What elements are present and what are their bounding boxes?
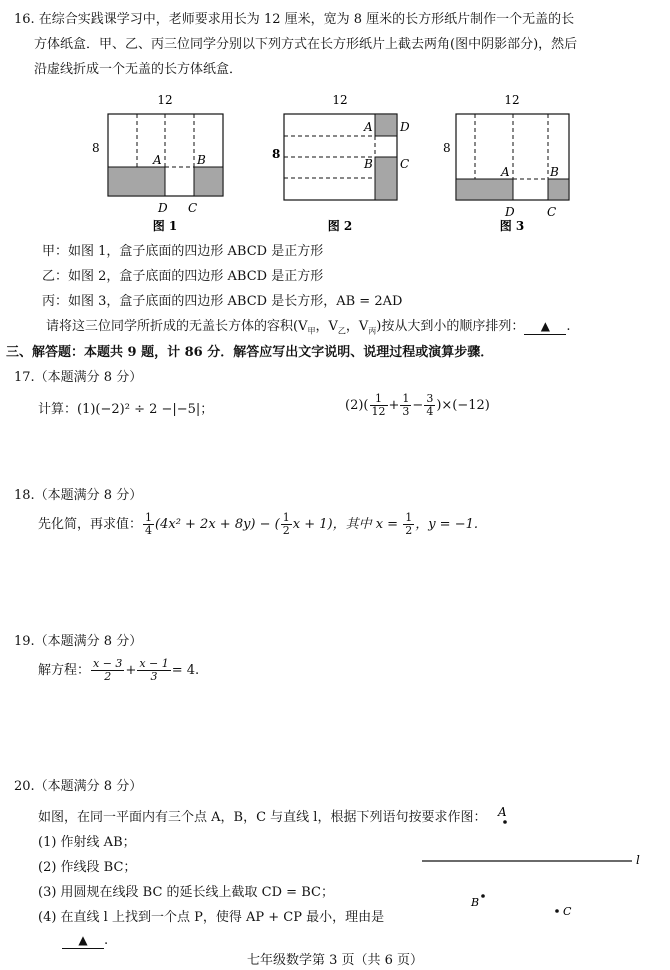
q16-ask: [46, 315, 570, 337]
fig1-point-D: D: [158, 201, 168, 215]
q20-step4: (4) 在直线 l 上找到一个点 P，使得 AP + CP 最小，理由是: [38, 910, 385, 925]
page-footer: 七年级数学第 3 页（共 6 页）: [246, 953, 424, 968]
q20-step2: (2) 作线段 BC；: [38, 860, 137, 875]
q20-end: .: [104, 933, 109, 948]
section3-heading: 三、解答题：本题共 9 题，计 86 分．解答应写出文字说明、说理过程或演算步骤．: [6, 345, 494, 360]
q20-answer: [62, 933, 108, 949]
figure-2: [272, 93, 410, 233]
q16-answer-mark: ▲: [540, 319, 550, 333]
q17-title: 17.（本题满分 8 分）: [14, 370, 143, 385]
fig3-point-B: B: [550, 165, 559, 179]
fig1-point-A: A: [153, 153, 162, 167]
q16-line3: 沿虚线折成一个无盖的长方体纸盒．: [34, 62, 243, 77]
q16-end: .: [566, 319, 571, 334]
q20-figure: [410, 800, 660, 930]
q16-sub-bing: 丙: [368, 326, 377, 336]
q19-frac1: $\frac{x - 3}{2}$: [93, 657, 123, 683]
figure-1: [92, 93, 223, 233]
q18-mid2: x + 1)，其中 x =: [292, 517, 403, 532]
q19-frac2: $\frac{x - 1}{3}$: [139, 657, 169, 683]
q16-ask-pre: 请将这三位同学所折成的无盖长方体的容积(V: [46, 319, 308, 334]
q18-title: 18.（本题满分 8 分）: [14, 488, 143, 503]
fig1-point-C: C: [188, 201, 198, 215]
figure-3: [443, 93, 569, 233]
fig3-height-label: 8: [443, 141, 451, 155]
q16-line2: 方体纸盒．甲、乙、丙三位同学分别以下列方式在长方形纸片上截去两角(图中阴影部分)，然后: [34, 37, 578, 52]
fig1-point-B: B: [197, 153, 206, 167]
fig3-point-D: D: [505, 205, 515, 219]
q19-body: 解方程： $\frac{x - 3}{2}$ + $\frac{x - 1}{3}$ = 4.: [38, 657, 200, 683]
q18-pre: 先化简，再求值：: [38, 517, 143, 532]
fig2-point-D: D: [400, 120, 410, 134]
q19-pre: 解方程：: [38, 663, 91, 678]
q19-title: 19.（本题满分 8 分）: [14, 634, 143, 649]
fig2-point-C: C: [400, 157, 410, 171]
fig3-point-A: A: [501, 165, 510, 179]
q17-p2-pre: (2)(: [345, 398, 369, 413]
q18-body: [38, 512, 478, 537]
q16-jia: 甲：如图 1，盒子底面的四边形 ABCD 是正方形: [42, 244, 324, 259]
q20-step1: (1) 作射线 AB；: [38, 835, 136, 850]
q16-answer-blank[interactable]: [524, 319, 566, 335]
fig3-point-C: C: [547, 205, 557, 219]
q17-frac2: $\frac{1}{3}$: [402, 392, 410, 418]
fig1-height-label: 8: [92, 141, 100, 155]
q20-point-A: A: [498, 805, 507, 819]
q18-frac2: $\frac{1}{2}$: [282, 511, 290, 537]
q16-bing: 丙：如图 3，盒子底面的四边形 ABCD 是长方形，AB = 2AD: [42, 294, 403, 309]
q16-line1: 16. 在综合实践课学习中，老师要求用长为 12 厘米，宽为 8 厘米的长方形纸片制作一个无盖的长: [14, 12, 575, 27]
q20-point-C: C: [563, 905, 572, 918]
q20-answer-blank[interactable]: [62, 933, 104, 949]
q16-ask-post: )按从大到小的顺序排列：: [376, 319, 525, 334]
fig2-height-label: 8: [272, 147, 281, 161]
fig2-point-B: B: [364, 157, 373, 171]
fig3-caption: 图 3: [499, 219, 525, 233]
q16-sep1: ，V: [315, 319, 338, 334]
q18-frac3: $\frac{1}{2}$: [405, 511, 413, 537]
q16-sub-jia: 甲: [307, 326, 316, 336]
q20-answer-mark: ▲: [78, 933, 88, 947]
fig1-caption: 图 1: [152, 219, 178, 233]
q18-mid1: (4x² + 2x + 8y) − (: [155, 517, 280, 532]
q17-frac1: $\frac{1}{12}$: [371, 392, 386, 418]
q20-intro: 如图，在同一平面内有三个点 A，B，C 与直线 l，根据下列语句按要求作图：: [38, 810, 487, 825]
fig2-caption: 图 2: [327, 219, 353, 233]
fig3-width-label: 12: [504, 93, 520, 107]
q18-post: ，y = −1.: [415, 517, 478, 532]
q17-part2: (2)( $\frac{1}{12}$ + $\frac{1}{3}$ − $\frac{3}{4}$ )×(−12): [345, 392, 490, 418]
q20-title: 20.（本题满分 8 分）: [14, 779, 143, 794]
q17-p2-post: )×(−12): [436, 398, 490, 413]
q20-line-l-label: l: [636, 853, 640, 867]
fig1-width-label: 12: [157, 93, 173, 107]
q17-frac3: $\frac{3}{4}$: [426, 392, 434, 418]
q19-post: = 4.: [171, 663, 200, 678]
fig2-width-label: 12: [332, 93, 348, 107]
q16-sep2: ，V: [345, 319, 369, 334]
q18-frac1: $\frac{1}{4}$: [145, 511, 153, 537]
q20-step3: (3) 用圆规在线段 BC 的延长线上截取 CD = BC；: [38, 885, 334, 900]
q17-part1: 计算：(1)(−2)² ÷ 2 −|−5|；: [38, 402, 214, 417]
q16-yi: 乙：如图 2，盒子底面的四边形 ABCD 是正方形: [42, 269, 324, 284]
fig2-point-A: A: [364, 120, 373, 134]
q16-figures: [0, 88, 670, 238]
q20-point-B: B: [471, 896, 480, 909]
q16-sub-yi: 乙: [337, 326, 346, 336]
